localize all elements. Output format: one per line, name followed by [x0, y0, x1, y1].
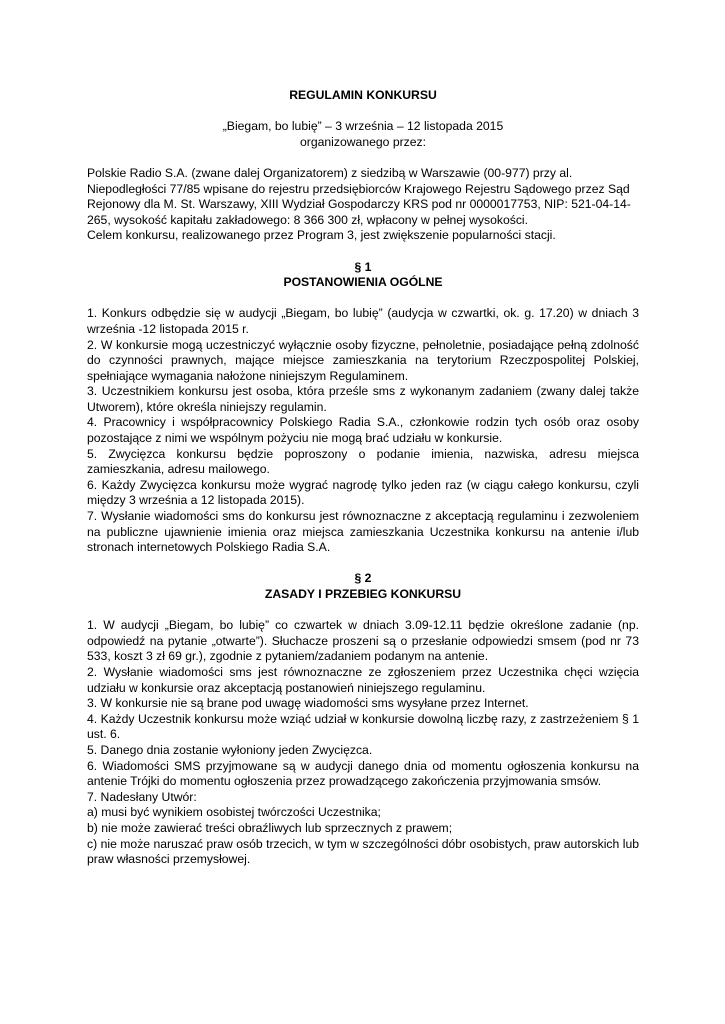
- section-1-body: [87, 306, 639, 556]
- section-2-item: 2. Wysłanie wiadomości sms jest równoznaczne ze zgłoszeniem przez Uczestnika chęci wzięcia udziału w konkursie oraz akceptacją postanowień niniejszego regulaminu.: [87, 664, 639, 695]
- section-2-item: 6. Wiadomości SMS przyjmowane są w audycji danego dnia od momentu ogłoszenia konkursu na antenie Trójki do momentu ogłoszenia przez prowadzącego zakończenia przyjmowania smsów.: [87, 758, 639, 789]
- section-1-item: 5. Zwycięzca konkursu będzie poproszony o podanie imienia, nazwiska, adresu miejsca zamieszkania, adresu mailowego.: [87, 446, 639, 477]
- section-1-heading: POSTANOWIENIA OGÓLNE: [283, 275, 443, 290]
- section-1-number: § 1: [354, 259, 372, 274]
- section-2-body: [87, 618, 639, 868]
- section-2-heading: ZASADY I PRZEBIEG KONKURSU: [264, 587, 462, 601]
- section-1-item: 1. Konkurs odbędzie się w audycji „Biegam, bo lubię” (audycja w czwartki, ok. g. 17.20) w dniach 3 września -12 listopada 2015 r.: [87, 306, 639, 336]
- section-1-item: 7. Wysłanie wiadomości sms do konkursu jest równoznaczne z akceptacją regulaminu i zezwoleniem na publiczne ujawnienie imienia oraz miejsca zamieszkania Uczestnika konkursu na antenie i/lub stronach internetowych Polskiego Radia S.A.: [87, 509, 639, 555]
- document-content: [87, 88, 639, 868]
- section-2-item: c) nie może naruszać praw osób trzecich, w tym w szczególności dóbr osobistych, praw autorskich lub praw własności przemysłowej.: [87, 836, 639, 867]
- contest-subtitle: „Biegam, bo lubię” – 3 września – 12 listopada 2015: [222, 119, 504, 134]
- section-2-item: b) nie może zawierać treści obraźliwych lub sprzecznych z prawem;: [87, 820, 453, 835]
- organizer-description: Polskie Radio S.A. (zwane dalej Organizatorem) z siedzibą w Warszawie (00-977) przy al. Niepodległości 77/85 wpisane do rejestru przedsiębiorców Krajowego Rejestru Sądowego przez Sąd Rejonowy dla M. St. Warszawy, XIII Wydział Gospodarczy KRS pod nr 0000017753, NIP: 521-04-14-265, wysokość kapitału zakładowego: 8 366 300 zł, wpłacony w pełnej wysokości.: [87, 165, 631, 227]
- section-2-number: § 2: [354, 571, 372, 586]
- section-1-item: 4. Pracownicy i współpracownicy Polskiego Radia S.A., członkowie rodzin tych osób oraz osoby pozostające z nimi we wspólnym pożyciu nie mogą brać udziału w konkursie.: [87, 415, 639, 446]
- section-2-item: 3. W konkursie nie są brane pod uwagę wiadomości sms wysyłane przez Internet.: [87, 696, 529, 711]
- contest-purpose: Celem konkursu, realizowanego przez Program 3, jest zwiększenie popularności stacji.: [87, 228, 556, 243]
- document-title: REGULAMIN KONKURSU: [289, 88, 437, 102]
- section-2-header: [87, 571, 639, 602]
- section-1-item: 6. Każdy Zwycięzca konkursu może wygrać nagrodę tylko jeden raz (w ciągu całego konkursu, czyli między 3 września a 12 listopada 2015).: [87, 477, 639, 508]
- section-1-item: 3. Uczestnikiem konkursu jest osoba, która prześle sms z wykonanym zadaniem (zwany dalej także Utworem), które określa niniejszy regulamin.: [87, 384, 639, 414]
- subtitle-block: [87, 119, 639, 150]
- section-2-item: 4. Każdy Uczestnik konkursu może wziąć udział w konkursie dowolną liczbę razy, z zastrzeżeniem § 1 ust. 6.: [87, 711, 639, 742]
- intro-block: [87, 166, 639, 244]
- section-2-item: a) musi być wynikiem osobistej twórczości Uczestnika;: [87, 805, 381, 820]
- section-2-item: 5. Danego dnia zostanie wyłoniony jeden Zwycięzca.: [87, 742, 373, 757]
- section-2-item: 7. Nadesłany Utwór:: [87, 789, 197, 804]
- organizer-label: organizowanego przez:: [299, 134, 427, 149]
- section-2-item: 1. W audycji „Biegam, bo lubię” co czwartek w dniach 3.09-12.11 będzie określone zadanie (np. odpowiedź na pytanie „otwarte”). Słuchacze proszeni są o przesłanie odpowiedzi smsem (pod nr 73 533, koszt 3 zł 69 gr.), zgodnie z pytaniem/zadaniem podanym na antenie.: [87, 618, 639, 664]
- section-1-header: [87, 260, 639, 291]
- section-1-item: 2. W konkursie mogą uczestniczyć wyłącznie osoby fizyczne, pełnoletnie, posiadające pełną zdolność do czynności prawnych, mające miejsce zamieszkania na terytorium Rzeczpospolitej Polskiej, spełniające wymagania nałożone niniejszym Regulaminem.: [87, 337, 639, 383]
